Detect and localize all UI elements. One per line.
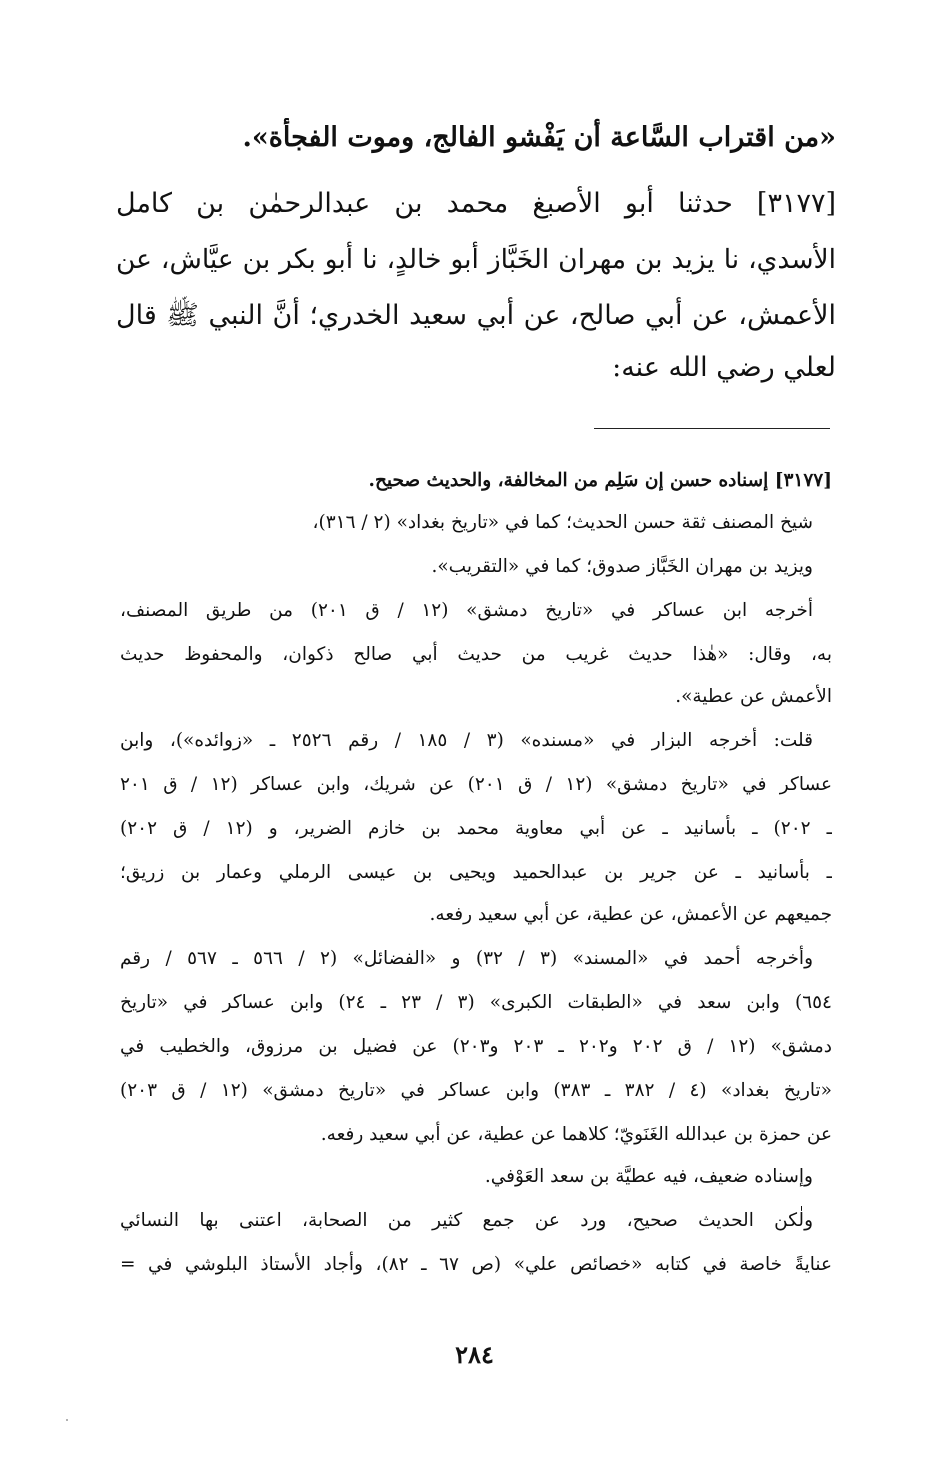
footnote-line: عساكر في «تاريخ دمشق» (١٢ / ق ٢٠١) عن شريك، وابن عساكر (١٢ / ق ٢٠١ <box>120 774 832 795</box>
footnote-line: وإسناده ضعيف، فيه عطيَّة بن سعد العَوْفي. <box>484 1166 813 1187</box>
main-line: لعلي رضي الله عنه: <box>612 352 836 383</box>
footnote-line: قلت: أخرجه البزار في «مسنده» (٣ / ١٨٥ / رقم ٢٥٢٦ ـ «زوائده»)، وابن <box>120 730 813 751</box>
footnote-line: أخرجه ابن عساكر في «تاريخ دمشق» (١٢ / ق ٢٠١) من طريق المصنف، <box>120 600 813 621</box>
footnote-line: عنايةً خاصة في كتابه «خصائص علي» (ص ٦٧ ـ ٨٢)، وأجاد الأستاذ البلوشي في = <box>120 1254 832 1275</box>
footnote-line: ويزيد بن مهران الخَبَّاز صدوق؛ كما في «التقريب». <box>431 556 813 577</box>
footnote-line: «تاريخ بغداد» (٤ / ٣٨٢ ـ ٣٨٣) وابن عساكر في «تاريخ دمشق» (١٢ / ق ٢٠٣) <box>120 1080 832 1101</box>
footnote-line: وأخرجه أحمد في «المسند» (٣ / ٣٢) و «الفضائل» (٢ / ٥٦٦ ـ ٥٦٧ / رقم <box>120 948 813 969</box>
page-number: ٢٨٤ <box>455 1340 494 1369</box>
footnote-line: عن حمزة بن عبدالله الغَنَويّ؛ كلاهما عن عطية، عن أبي سعيد رفعه. <box>320 1124 832 1145</box>
footnote-separator <box>594 428 830 429</box>
footnote-line: به، وقال: «هٰذا حديث غريب من حديث أبي صالح ذكوان، والمحفوظ حديث <box>120 644 832 665</box>
main-line: [٣١٧٧] حدثنا أبو الأصبغ محمد بن عبدالرحمٰن بن كامل <box>116 188 836 219</box>
footnote-line: دمشق» (١٢ / ق ٢٠٢ و٢٠٢ ـ ٢٠٣ و٢٠٣) عن فضيل بن مرزوق، والخطيب في <box>120 1036 832 1057</box>
footnote-heading: [٣١٧٧] إسناده حسن إن سَلِم من المخالفة، والحديث صحيح. <box>368 470 832 491</box>
footnote-line: ٦٥٤) وابن سعد في «الطبقات الكبرى» (٣ / ٢٣ ـ ٢٤) وابن عساكر في «تاريخ <box>120 992 832 1013</box>
footnote-line: شيخ المصنف ثقة حسن الحديث؛ كما في «تاريخ بغداد» (٢ / ٣١٦)، <box>312 512 813 533</box>
main-heading: «من اقتراب السَّاعة أن يَفْشو الفالج، وموت الفجأة». <box>242 122 836 153</box>
footnote-line: الأعمش عن عطية». <box>675 686 832 707</box>
scan-speck <box>66 1419 68 1421</box>
footnote-line: ولٰكن الحديث صحيح، ورد عن جمع كثير من الصحابة، اعتنى بها النسائي <box>120 1210 813 1231</box>
main-line: الأسدي، نا يزيد بن مهران الخَبَّاز أبو خالدٍ، نا أبو بكر بن عيَّاش، عن <box>116 244 836 275</box>
main-line: الأعمش، عن أبي صالح، عن أبي سعيد الخدري؛ أنَّ النبي ﷺ قال <box>116 300 836 331</box>
footnote-line: ـ بأسانيد ـ عن جرير بن عبدالحميد ويحيى بن عيسى الرملي وعمار بن زريق؛ <box>120 862 832 883</box>
footnote-line: جميعهم عن الأعمش، عن عطية، عن أبي سعيد رفعه. <box>429 904 832 925</box>
footnote-line: ـ ٢٠٢) ـ بأسانيد ـ عن أبي معاوية محمد بن خازم الضرير، و (١٢ / ق ٢٠٢) <box>120 818 832 839</box>
